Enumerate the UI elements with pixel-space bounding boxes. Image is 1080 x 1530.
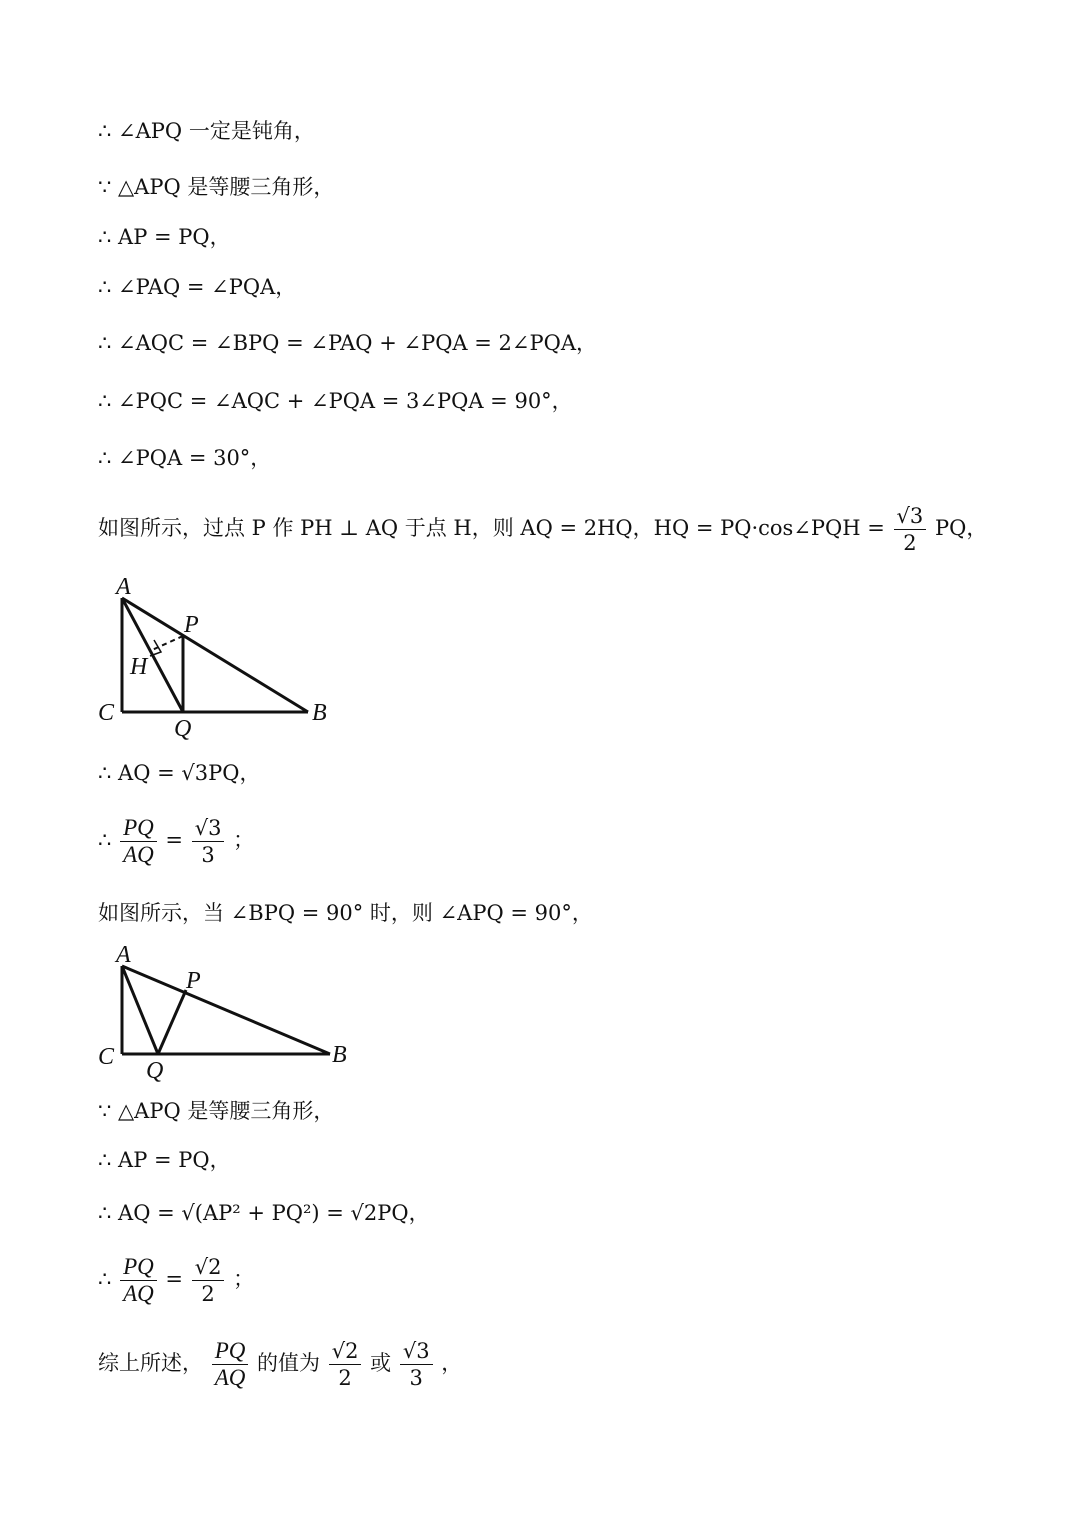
line-15 bbox=[98, 1254, 254, 1307]
line-15-end: ； bbox=[233, 1267, 255, 1291]
line-12: ∵ △APQ 是等腰三角形， bbox=[98, 1099, 335, 1123]
line-1: ∴ ∠APQ 一定是钝角， bbox=[98, 119, 315, 143]
summary-text: 综上所述， bbox=[98, 1351, 203, 1375]
line-8-text: 如图所示，过点 P 作 PH ⊥ AQ 于点 H，则 AQ = 2HQ，HQ = PQ·cos∠PQH = bbox=[98, 516, 885, 540]
fraction-right bbox=[192, 815, 225, 868]
label-b: B bbox=[332, 1042, 347, 1068]
line-2: ∵ △APQ 是等腰三角形， bbox=[98, 175, 335, 199]
line-6: ∴ ∠PQC = ∠AQC + ∠PQA = 3∠PQA = 90°， bbox=[98, 389, 573, 413]
numerator: √3 bbox=[894, 503, 927, 530]
line-10-end: ； bbox=[233, 828, 255, 852]
line-8 bbox=[98, 503, 987, 556]
segment-qp bbox=[158, 990, 186, 1054]
label-p: P bbox=[184, 612, 199, 638]
figure-1-svg bbox=[90, 570, 350, 740]
label-c: C bbox=[98, 1044, 115, 1070]
equals-sign: = bbox=[165, 1267, 184, 1291]
line-10 bbox=[98, 815, 254, 868]
or-text: 或 bbox=[370, 1351, 392, 1375]
numerator: √3 bbox=[192, 815, 225, 842]
fraction-left bbox=[120, 815, 157, 868]
line-3: ∴ AP = PQ， bbox=[98, 225, 231, 249]
numerator: √2 bbox=[192, 1254, 225, 1281]
fraction-answer-2 bbox=[400, 1338, 433, 1391]
therefore-symbol: ∴ bbox=[98, 1267, 112, 1291]
line-7: ∴ ∠PQA = 30°， bbox=[98, 446, 272, 470]
numerator: PQ bbox=[120, 815, 157, 842]
equals-sign: = bbox=[165, 828, 184, 852]
figure-2-svg bbox=[90, 938, 370, 1088]
denominator: 2 bbox=[903, 531, 917, 555]
line-11: 如图所示，当 ∠BPQ = 90° 时，则 ∠APQ = 90°， bbox=[98, 901, 593, 925]
denominator: AQ bbox=[123, 1281, 154, 1306]
denominator: AQ bbox=[214, 1365, 246, 1390]
label-a: A bbox=[116, 574, 131, 600]
line-4: ∴ ∠PAQ = ∠PQA， bbox=[98, 275, 297, 299]
figure-1 bbox=[90, 570, 350, 740]
segment-ab bbox=[122, 598, 308, 712]
denominator: 2 bbox=[338, 1366, 352, 1390]
therefore-symbol: ∴ bbox=[98, 828, 112, 852]
figure-2 bbox=[90, 938, 370, 1088]
line-13: ∴ AP = PQ， bbox=[98, 1148, 231, 1172]
fraction-right bbox=[192, 1254, 225, 1307]
denominator: 3 bbox=[409, 1366, 423, 1390]
label-c: C bbox=[98, 700, 115, 726]
fraction-ratio bbox=[212, 1338, 249, 1391]
numerator: PQ bbox=[120, 1254, 157, 1281]
segment-ph bbox=[152, 636, 183, 650]
line-9: ∴ AQ = √3PQ， bbox=[98, 761, 261, 785]
numerator: PQ bbox=[212, 1338, 249, 1365]
label-q: Q bbox=[146, 1058, 164, 1084]
fraction-answer-1 bbox=[329, 1338, 362, 1391]
numerator: √3 bbox=[400, 1338, 433, 1365]
line-14: ∴ AQ = √(AP² + PQ²) = √2PQ， bbox=[98, 1201, 430, 1225]
denominator: 3 bbox=[201, 843, 215, 867]
numerator: √2 bbox=[329, 1338, 362, 1365]
denominator: 2 bbox=[201, 1282, 215, 1306]
label-a: A bbox=[116, 942, 131, 968]
label-h: H bbox=[130, 654, 148, 680]
line-5: ∴ ∠AQC = ∠BPQ = ∠PAQ + ∠PQA = 2∠PQA， bbox=[98, 331, 597, 355]
denominator: AQ bbox=[123, 842, 154, 867]
label-b: B bbox=[312, 700, 327, 726]
fraction bbox=[894, 503, 927, 556]
fraction-left bbox=[120, 1254, 157, 1307]
label-p: P bbox=[186, 968, 201, 994]
line-16-end: ， bbox=[441, 1351, 463, 1375]
value-text: 的值为 bbox=[257, 1351, 321, 1375]
label-q: Q bbox=[174, 716, 192, 740]
line-16 bbox=[98, 1338, 462, 1391]
line-8-end: PQ， bbox=[934, 516, 988, 540]
